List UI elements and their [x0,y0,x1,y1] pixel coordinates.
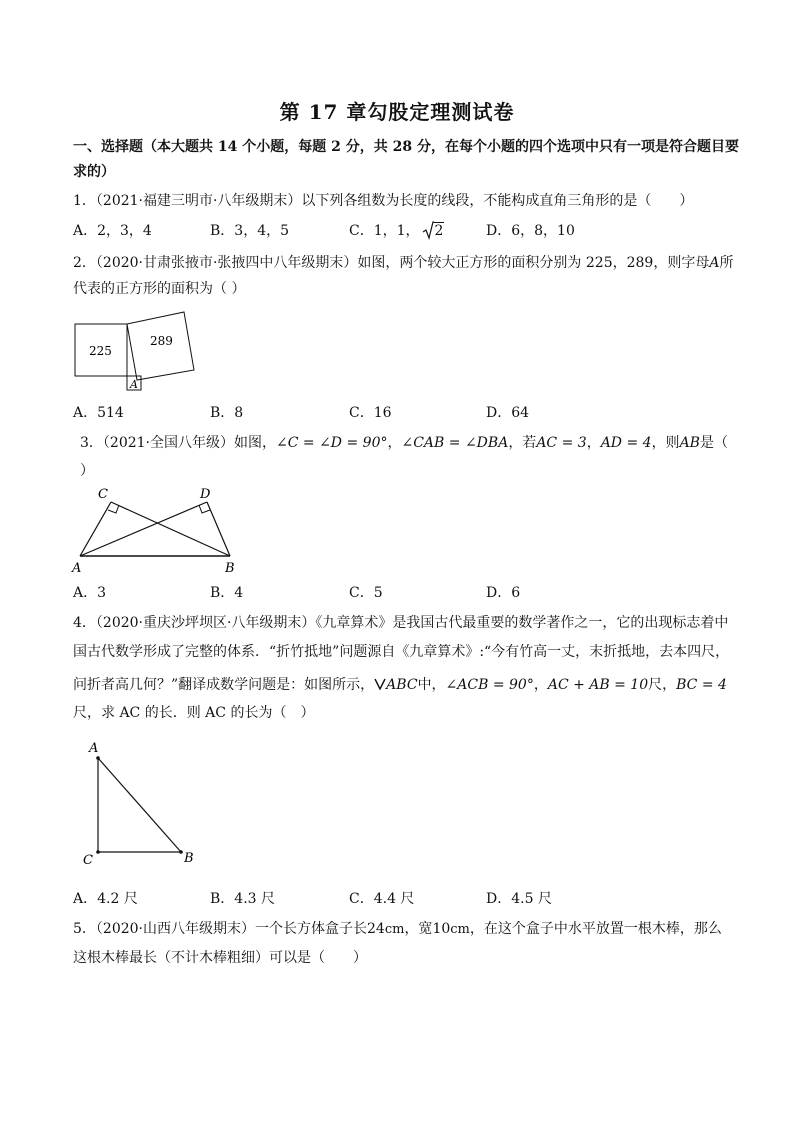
q2-option-b: B．8 [210,405,244,421]
q4-stem-line3 [73,674,727,694]
q3-ruo: ，若 [508,435,537,451]
label-a: A [72,561,82,576]
q3-stem-line1 [80,432,728,452]
q1-stem: 1．（2021·福建三明市·八年级期末）以下列各组数为长度的线段，不能构成直角三角形的是（ ） [73,193,694,209]
q4-sep: ， [533,677,548,693]
section-heading: 一、选择题（本大题共 14 个小题，每题 2 分，共 28 分，在每个小题的四个选项中只有一项是符合题目要 [73,139,739,155]
q4-unit1: 尺， [648,677,677,693]
q5-unit: cm [384,922,405,937]
label-225: 225 [89,344,112,358]
q5-width: 10 [432,921,451,937]
label-289: 289 [150,334,173,348]
q3-tail: 是（ [699,435,728,451]
label-c: C [98,487,108,502]
q2-stem-tail: 所 [719,255,734,271]
q4-option-a: A．4.2 尺 [73,891,138,907]
q3-option-d: D．6 [486,585,521,601]
q5-unit2: cm [450,922,470,937]
q3-option-a: A．3 [73,585,107,601]
label-c4: C [83,853,93,868]
label-d: D [200,487,211,502]
sqrt-symbol [422,220,434,240]
q2-option-d: D．64 [486,405,530,421]
q3-cond4: AD = 4 [600,435,652,451]
q2-stem-line1 [73,252,733,272]
q4-cond1: ∠ACB = 90° [445,677,534,693]
q4-stem-line2: 国古代数学形成了完整的体系．“折竹抵地”问题源自《九章算术》:“今有竹高一丈，末折抵地，去本四尺， [73,644,730,660]
q3-option-b: B．4 [210,585,244,601]
label-a-small: A [130,378,138,391]
q1-option-c-text: C．1，1， [349,223,420,239]
q5-kuan: ，宽 [404,921,433,937]
q1-sqrt-radicand: 2 [434,223,444,239]
q4-figure [75,736,205,868]
q1-option-a: A．2，3，4 [73,223,152,239]
q5-length: 24 [367,921,385,937]
q3-target: AB [679,435,700,451]
q3-cond2: ∠CAB = ∠DBA [401,435,509,451]
q3-sep: ， [387,435,402,451]
q3-cond3: AC = 3 [536,435,587,451]
q2-figure [70,300,205,400]
q5-stem-line1 [73,918,722,938]
q5-line1-a: 5．（2020·山西八年级期末）一个长方体盒子长 [73,921,367,937]
q3-ze: ，则 [651,435,680,451]
q4-line3-b: 中， [417,677,446,693]
q5-line1-b: ，在这个盒子中水平放置一根木棒，那么 [469,921,722,937]
q4-tri: ABC [386,677,418,693]
q2-option-c: C．16 [349,405,392,421]
q1-option-c [349,220,444,240]
q1-option-d: D．6，8，10 [486,223,575,239]
label-b4: B [184,851,194,866]
q4-line3-a: 问折者高几何？”翻译成数学问题是：如图所示， [73,677,375,693]
q4-cond2: AC + AB = 10 [547,677,649,693]
q3-figure [68,484,248,576]
q5-stem-line2: 这根木棒最长（不计木棒粗细）可以是（ ） [73,950,367,966]
q3-prefix: 3．（2021·全国八年级）如图， [80,435,276,451]
q3-cond1: ∠C = ∠D = 90° [276,435,388,451]
q4-stem-line4: 尺，求 AC 的长．则 AC 的长为（ ） [73,705,315,721]
q1-option-b: B．3，4，5 [210,223,290,239]
q3-option-c: C．5 [349,585,383,601]
q2-option-a: A．514 [73,405,124,421]
q4-stem-line1: 4．（2020·重庆沙坪坝区·八年级期末）《九章算术》是我国古代最重要的数学著作之一，它的出现标志着中 [73,615,729,631]
q4-option-b: B．4.3 尺 [210,891,276,907]
q4-option-c: C．4.4 尺 [349,891,415,907]
q4-option-d: D．4.5 尺 [486,891,552,907]
label-b: B [225,561,235,576]
q3-stem-line2: ） [80,463,94,479]
q4-cond3: BC = 4 [676,677,727,693]
triangle-symbol [374,678,386,690]
q3-sep2: ， [586,435,601,451]
section-heading-cont: 求的） [73,164,115,180]
q2-stem-text: 2．（2020·甘肃张掖市·张掖四中八年级期末）如图，两个较大正方形的面积分别为 225，289，则字母 [73,255,710,271]
page-title: 第 17 章勾股定理测试卷 [279,100,515,124]
label-a4: A [89,741,99,756]
q2-letter-a: A [709,255,720,271]
q2-stem-line2: 代表的正方形的面积为（ ） [73,281,246,297]
